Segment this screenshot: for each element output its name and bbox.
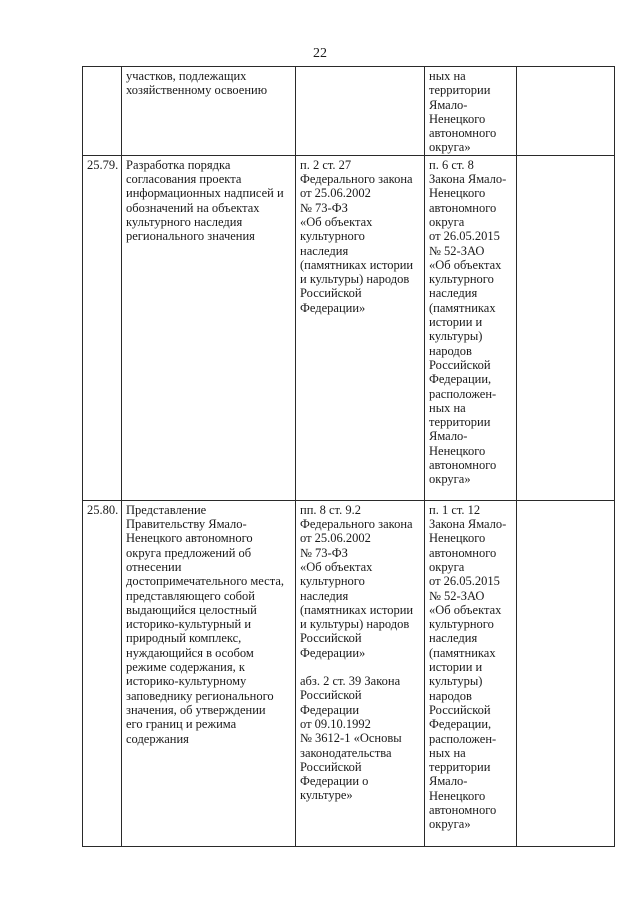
text-line: культуры) [429, 674, 483, 689]
text-line: «Об объектах [300, 214, 373, 229]
text-line: п. 1 ст. 12 [429, 502, 481, 517]
item-number-cell: 25.80. [83, 500, 122, 846]
text-line: участков, подлежащих [126, 69, 247, 83]
text-line: Российской [300, 631, 362, 646]
text-line: округа» [429, 140, 471, 155]
text-line: абз. 2 ст. 39 Закона [300, 674, 401, 689]
text-line: истории и [429, 660, 483, 675]
text-line: достопримечательного места, [126, 574, 284, 589]
text-line: представляющего собой [126, 588, 255, 603]
text-line: Ненецкого [429, 111, 486, 126]
text-line: округа [429, 214, 465, 229]
regional-law-cell [425, 67, 517, 156]
text-line: Федерации, [429, 372, 492, 387]
text-line: автономного [429, 803, 497, 818]
text-line: № 52-ЗАО [429, 243, 485, 258]
text-line: п. 2 ст. 27 [300, 157, 352, 172]
text-line: Российской [300, 688, 362, 703]
table-row [83, 155, 615, 500]
text-line: наследия [300, 588, 349, 603]
text-line: Федерации, [429, 717, 492, 732]
text-line: Ненецкого [429, 531, 486, 546]
text-line: (памятниках [429, 300, 496, 315]
line-gap [300, 660, 420, 674]
text-line: нуждающийся в особом [126, 645, 254, 660]
federal-law-cell [296, 500, 425, 846]
text-line: Ямало- [429, 97, 468, 112]
text-line: ных на [429, 745, 466, 760]
text-line: Ненецкого [429, 788, 486, 803]
text-line: Российской [429, 702, 491, 717]
text-line: культурного [429, 617, 494, 632]
text-line: автономного [429, 200, 497, 215]
federal-law-cell [296, 67, 425, 156]
text-line: отнесении [126, 559, 182, 574]
federal-law-cell [296, 155, 425, 500]
text-line: «Об объектах [300, 559, 373, 574]
text-line: автономного [429, 458, 497, 473]
table-row [83, 67, 615, 156]
text-line: культуре» [300, 788, 353, 803]
item-number-cell: 25.79. [83, 155, 122, 500]
text-line: округа предложений об [126, 545, 252, 560]
text-line: наследия [429, 631, 478, 646]
text-line: Ямало- [429, 429, 468, 444]
page-number: 22 [313, 46, 327, 61]
text-line: Закона Ямало- [429, 172, 507, 187]
text-line: законодательства [300, 745, 392, 760]
text-line: от 09.10.1992 [300, 716, 371, 731]
text-line: пп. 8 ст. 9.2 [300, 502, 361, 517]
text-line: обозначений на объектах [126, 200, 260, 215]
text-line: Представление [126, 502, 207, 517]
text-line: расположен- [429, 731, 497, 746]
text-line: Разработка порядка [126, 157, 231, 172]
text-line: «Об объектах [429, 602, 502, 617]
text-line: культурного наследия [126, 214, 243, 229]
text-line: наследия [300, 243, 349, 258]
text-line: округа [429, 559, 465, 574]
text-line: выдающийся целостный [126, 602, 257, 617]
text-line: Федерации» [300, 300, 366, 315]
text-line: Ненецкого [429, 186, 486, 201]
text-line: заповеднику регионального [126, 688, 274, 703]
text-line: Ненецкого автономного [126, 531, 253, 546]
extra-cell [517, 67, 615, 156]
text-line: информационных надписей и [126, 186, 284, 201]
item-name-cell [122, 67, 296, 156]
text-line: истории и [429, 315, 483, 330]
extra-cell [517, 155, 615, 500]
item-number-cell [83, 67, 122, 156]
item-name-cell [122, 500, 296, 846]
text-line: Ямало- [429, 774, 468, 789]
text-line: регионального значения [126, 229, 255, 244]
text-line: народов [429, 343, 472, 358]
text-line: Федерального закона [300, 172, 413, 187]
text-line: расположен- [429, 386, 497, 401]
text-line: ных на [429, 400, 466, 415]
text-line: территории [429, 415, 491, 430]
text-line: наследия [429, 286, 478, 301]
text-line: № 52-ЗАО [429, 588, 485, 603]
text-line: ных на [429, 69, 466, 83]
text-line: Правительству Ямало- [126, 517, 247, 532]
text-line: Российской [429, 357, 491, 372]
text-line: культуры) [429, 329, 483, 344]
text-line: от 25.06.2002 [300, 531, 371, 546]
item-name-cell [122, 155, 296, 500]
extra-cell [517, 500, 615, 846]
text-line: (памятниках истории [300, 257, 414, 272]
text-line: природный комплекс, [126, 631, 242, 646]
text-line: согласования проекта [126, 172, 242, 187]
text-line: народов [429, 688, 472, 703]
text-line: культурного [429, 272, 494, 287]
text-line: Ненецкого [429, 443, 486, 458]
table-row [83, 500, 615, 846]
text-line: округа» [429, 817, 471, 832]
document-table [82, 66, 615, 847]
text-line: № 73-ФЗ [300, 545, 348, 560]
text-line: историко-культурному [126, 674, 247, 689]
text-line: «Об объектах [429, 257, 502, 272]
text-line: режиме содержания, к [126, 660, 245, 675]
text-line: (памятниках [429, 645, 496, 660]
text-line: культурного [300, 574, 365, 589]
text-line: от 26.05.2015 [429, 229, 500, 244]
text-line: автономного [429, 545, 497, 560]
text-line: (памятниках истории [300, 602, 414, 617]
text-line: и культуры) народов [300, 617, 410, 632]
text-line: № 3612-1 «Основы [300, 731, 402, 746]
text-line: от 25.06.2002 [300, 186, 371, 201]
text-line: автономного [429, 126, 497, 141]
text-line: территории [429, 83, 491, 98]
text-line: Федерации [300, 702, 360, 717]
text-line: историко-культурный и [126, 617, 252, 632]
text-line: п. 6 ст. 8 [429, 157, 474, 172]
text-line: Российской [300, 286, 362, 301]
text-line: Федерации о [300, 774, 369, 789]
text-line: его границ и режима [126, 717, 237, 732]
text-line: содержания [126, 731, 189, 746]
text-line: округа» [429, 472, 471, 487]
text-line: и культуры) народов [300, 272, 410, 287]
text-line: значения, об утверждении [126, 702, 266, 717]
text-line: культурного [300, 229, 365, 244]
text-line: территории [429, 760, 491, 775]
text-line: от 26.05.2015 [429, 574, 500, 589]
text-line: хозяйственному освоению [126, 83, 268, 98]
text-line: Российской [300, 759, 362, 774]
text-line: Федерального закона [300, 517, 413, 532]
regional-law-cell [425, 500, 517, 846]
text-line: Закона Ямало- [429, 517, 507, 532]
text-line: № 73-ФЗ [300, 200, 348, 215]
text-line: Федерации» [300, 645, 366, 660]
regional-law-cell [425, 155, 517, 500]
